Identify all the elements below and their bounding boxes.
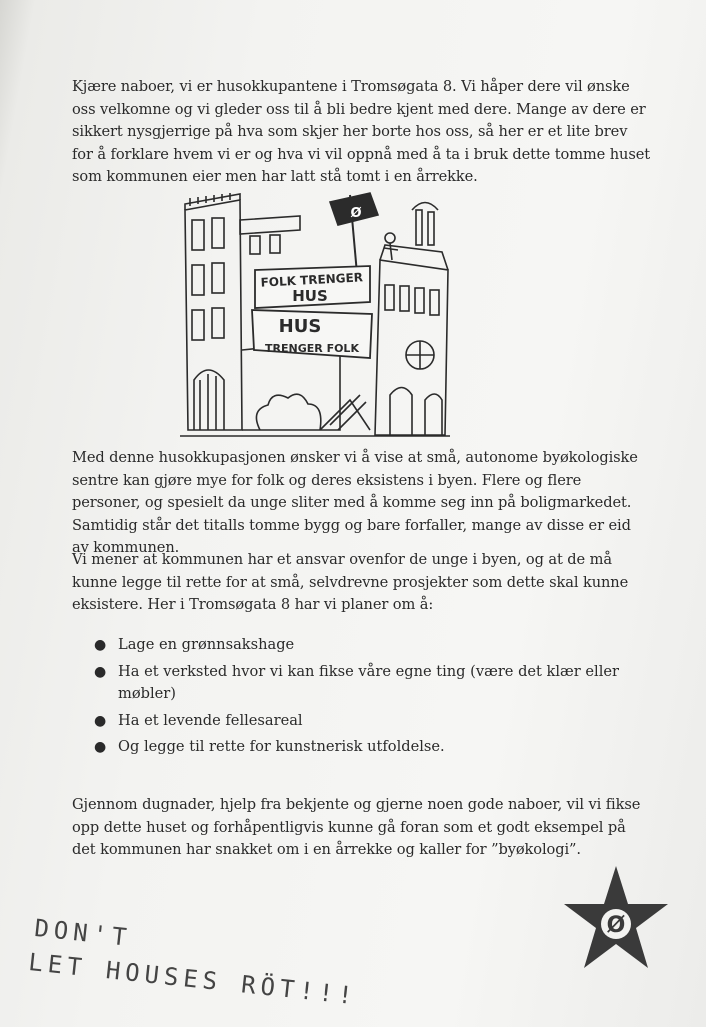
plans-list <box>90 634 650 763</box>
list-item: ● Lage en grønnsakshage <box>90 634 650 657</box>
banner-top-line2: HUS <box>292 287 328 305</box>
bullet-icon: ● <box>94 637 107 653</box>
handwritten-line-2: LET HOUSES RÖT!!! <box>27 948 359 1011</box>
list-item: ● Ha et verksted hvor vi kan fikse våre egne ting (være det klær eller møbler) <box>94 662 619 702</box>
star-symbol-icon <box>560 862 672 974</box>
banner-folk-trenger-hus <box>255 266 370 308</box>
squat-illustration <box>180 190 450 443</box>
paragraph-purpose: Med denne husokkupasjonen ønsker vi å vise at små, autonome byøkologiske sentre kan gjøre mye for folk og deres eksistens i byen. Flere og flere personer, og spesielt da unge sliter med å komme seg inn på boligmarkedet. Samtidig står det titalls tomme bygg og bare forfaller, mange av disse er eid av kommunen. <box>72 449 638 556</box>
banner-top-line1: FOLK TRENGER <box>260 270 364 290</box>
star-symbol-letter: Ø <box>606 913 626 938</box>
handwritten-line-1: DON'T <box>33 914 133 953</box>
closing-paragraph: Gjennom dugnader, hjelp fra bekjente og gjerne noen gode naboer, vil vi fikse opp dette huset og forhåpentligvis kunne gå foran som et godt eksempel på det kommunen har snakket om i en årrekke og kaller for ”byøkologi”. <box>72 796 641 858</box>
bullet-icon: ● <box>94 712 107 729</box>
bullet-icon: ● <box>94 663 107 680</box>
banner-bottom-line2: TRENGER FOLK <box>265 342 359 355</box>
banner-hus-trenger-folk <box>252 310 372 358</box>
banner-bottom-line1: HUS <box>278 316 322 337</box>
paragraph-responsibility: Vi mener at kommunen har et ansvar ovenfor de unge i byen, og at de må kunne legge til rette for at små, selvdrevne prosjekter som dette skal kunne eksistere. Her i Tromsøgata 8 har vi planer om å: <box>72 551 629 613</box>
bullet-icon: ● <box>94 739 107 755</box>
intro-paragraph: Kjære naboer, vi er husokkupantene i Tromsøgata 8. Vi håper dere vil ønske oss velkomne og vi gleder oss til å bli bedre kjent med dere. Mange av dere er sikkert nysgjerrige på hva som skjer her borte hos oss, så her er et lite brev for å forklare hvem vi er og hva vi vil oppnå med å ta i bruk dette tomme huset som kommunen eier men har latt stå tomt i en årrekke. <box>72 78 651 185</box>
flag-symbol: Ø <box>350 206 362 221</box>
list-item: ● Og legge til rette for kunstnerisk utfoldelse. <box>90 736 650 759</box>
list-item: ● Ha et levende fellesareal <box>90 710 650 733</box>
